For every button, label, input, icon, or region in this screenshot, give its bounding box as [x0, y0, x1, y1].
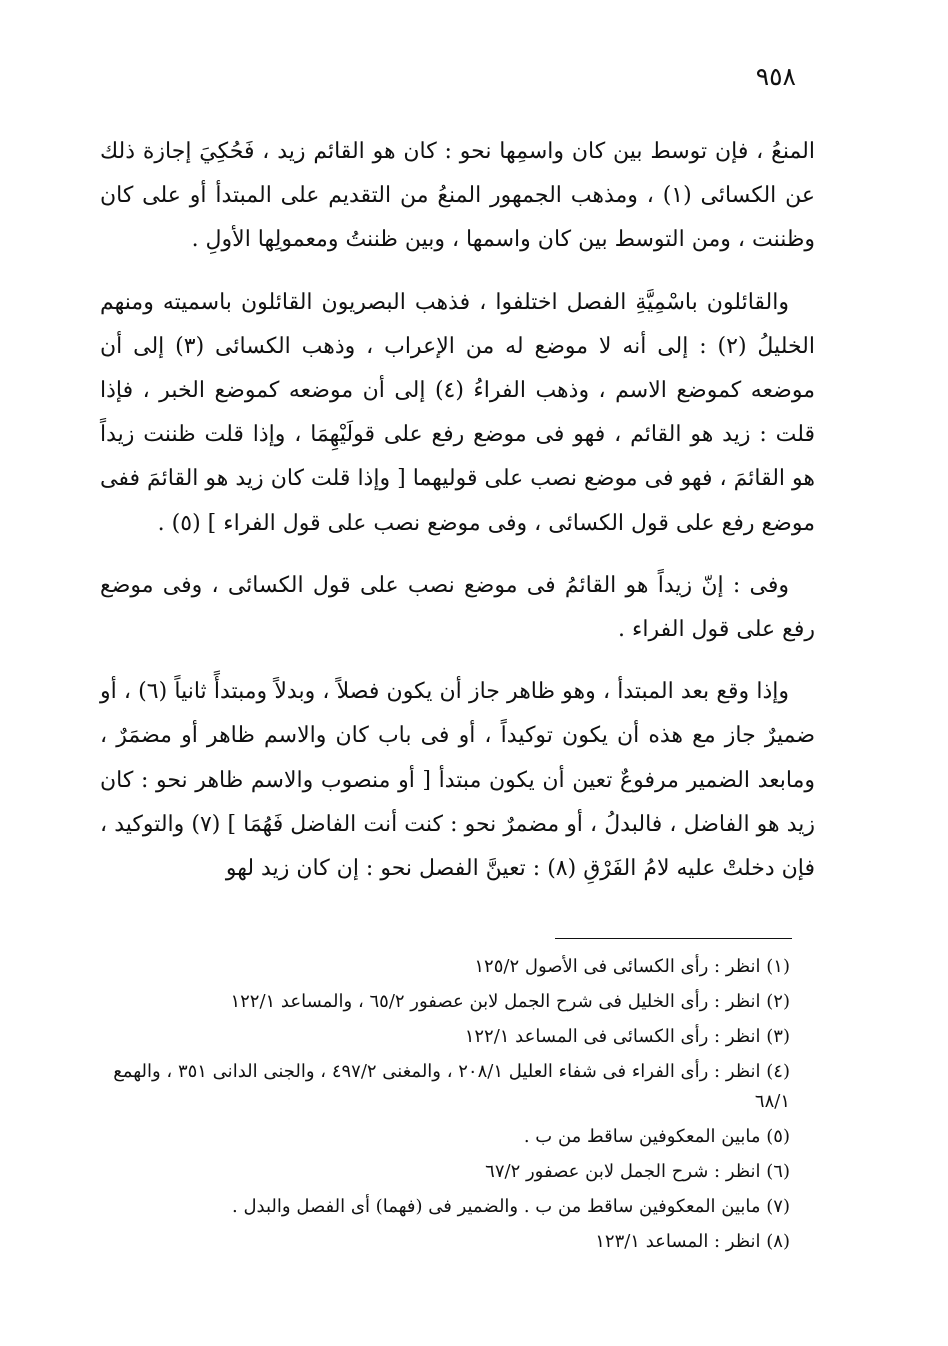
footnotes	[90, 952, 790, 1262]
footnote-8: (٨) انظر : المساعد ١٢٣/١	[595, 1231, 790, 1252]
footnote-6: (٦) انظر : شرح الجمل لابن عصفور ٦٧/٢	[485, 1161, 790, 1182]
footnote-5: (٥) مابين المعكوفين ساقط من ب .	[523, 1126, 790, 1147]
paragraph-1: المنعُ ، فإن توسط بين كان واسمِها نحو : كان هو القائم زيد ، فَحُكِيَ إجازة ذلك عن الكسائى (١) ، ومذهب الجمهور المنعُ من التقديم على المبتدأ أو على كان وظننت ، ومن التوسط بين كان واسمها ، وبين ظننتُ ومعمولِها الأولِ .	[100, 139, 815, 253]
page-number: ٩٥٨	[755, 62, 796, 91]
paragraph-3: وفى : إنّ زيداً هو القائمُ فى موضع نصب على قول الكسائى ، وفى موضع رفع على قول الفراء .	[100, 572, 815, 643]
paragraph-2: والقائلون باسْمِيَّةِ الفصل اختلفوا ، فذهب البصريون القائلون باسميته ومنهم الخليلُ (٢) : إلى أنه لا موضع له من الإعراب ، وذهب الكسائى (٣) إلى أن موضعه كموضع الاسم ، وذهب الفراءُ (٤) إلى أن موضعه كموضع الخبر ، فإذا قلت : زيد هو القائم ، فهو فى موضع رفع على قولَيْهِمَا ، وإذا قلت ظننت زيداً هو القائمَ ، فهو فى موضع نصب على قوليهما [ وإذا قلت كان زيد هو القائمَ ففى موضع رفع على قول الكسائى ، وفى موضع نصب على قول الفراء ] (٥) .	[100, 289, 815, 536]
paragraph-4: وإذا وقع بعد المبتدأ ، وهو ظاهر جاز أن يكون فصلاً ، وبدلاً ومبتدأً ثانياً (٦) ، أو ضميرٌ جاز مع هذه أن يكون توكيداً ، أو فى باب كان والاسم ظاهر أو مضمَرٌ ، ومابعد الضمير مرفوعٌ تعين أن يكون مبتدأ [ أو منصوب والاسم ظاهر نحو : كان زيد هو الفاضل ، فالبدلُ ، أو مضمرٌ نحو : كنت أنت الفاضل فَهُمَا ] (٧) والتوكيد ، فإن دخلتْ عليه لامُ الفَرْقِ (٨) : تعينَّ الفصل نحو : إن كان زيد لهو	[100, 679, 815, 882]
footnote-3: (٣) انظر : رأى الكسائى فى المساعد ١٢٢/١	[464, 1026, 790, 1047]
footnote-7: (٧) مابين المعكوفين ساقط من ب . والضمير فى (فهما) أى الفصل والبدل .	[232, 1196, 790, 1217]
footnote-4: (٤) انظر : رأى الفراء فى شفاء العليل ٢٠٨/١ ، والمغنى ٤٩٧/٢ ، والجنى الدانى ٣٥١ ، والهمع ٦٨/١	[113, 1061, 790, 1112]
footnote-2: (٢) انظر : رأى الخليل فى شرح الجمل لابن عصفور ٦٥/٢ ، والمساعد ١٢٢/١	[230, 991, 790, 1012]
footnote-divider	[555, 938, 792, 939]
footnote-1: (١) انظر : رأى الكسائى فى الأصول ١٢٥/٢	[474, 956, 790, 977]
main-text	[100, 130, 815, 891]
